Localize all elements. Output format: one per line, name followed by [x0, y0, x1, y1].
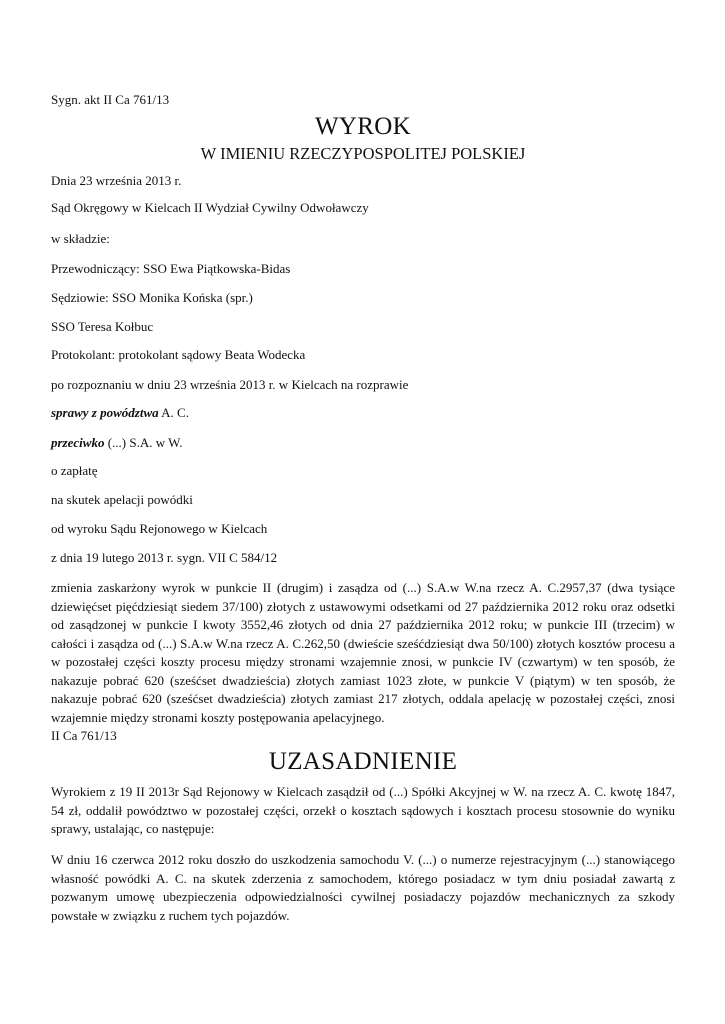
case-reference: II Ca 761/13 — [51, 728, 117, 743]
judgment-date: Dnia 23 września 2013 r. — [51, 173, 182, 188]
case-signature: Sygn. akt II Ca 761/13 — [51, 92, 170, 107]
case-label: sprawy z powództwa — [51, 405, 159, 420]
justification-heading: UZASADNIENIE — [268, 748, 458, 775]
appealed-judgment: od wyroku Sądu Rejonowego w Kielcach — [51, 521, 268, 536]
plaintiff: A. C. — [158, 405, 189, 420]
hearing-info: po rozpoznaniu w dniu 23 września 2013 r. w Kielcach na rozprawie — [51, 377, 409, 392]
document-subtitle: W IMIENIU RZECZYPOSPOLITEJ POLSKIEJ — [200, 144, 526, 163]
court-clerk: Protokolant: protokolant sądowy Beata Wodecka — [51, 347, 306, 362]
case-against — [51, 434, 182, 452]
appealed-judgment-date: z dnia 19 lutego 2013 r. sygn. VII C 584/12 — [51, 550, 278, 565]
judge-second: SSO Teresa Kołbuc — [51, 319, 154, 334]
document-title: WYROK — [315, 113, 411, 140]
court-name: Sąd Okręgowy w Kielcach II Wydział Cywilny Odwoławczy — [51, 200, 369, 215]
case-parties — [51, 404, 189, 422]
against-label: przeciwko — [51, 435, 105, 450]
defendant: (...) S.A. w W. — [104, 435, 183, 450]
composition-label: w składzie: — [51, 231, 110, 246]
presiding-judge: Przewodniczący: SSO Ewa Piątkowska-Bidas — [51, 261, 291, 276]
justification-paragraph-1: Wyrokiem z 19 II 2013r Sąd Rejonowy w Kielcach zasądził od (...) Spółki Akcyjnej w W. na rzecz A. C. kwotę 1847, 54 zł, oddalił powództwo w pozostałej części, orzekł o kosztach sądowych i kosztach procesu stosownie do wyniku sprawy, ustalając, co następuje: — [51, 784, 675, 836]
justification-paragraph-2: W dniu 16 czerwca 2012 roku doszło do uszkodzenia samochodu V. (...) o numerze rejestracyjnym (...) stanowiącego własność powódki A. C. na skutek zderzenia z samochodem, którego posiadacz w tym dniu posiadał zawartą z pozwanym umowę ubezpieczenia odpowiedzialności cywilnej posiadaczy pojazdów mechanicznych za szkody powstałe w związku z ruchem tych pojazdów. — [51, 852, 675, 923]
appeal-info: na skutek apelacji powódki — [51, 492, 193, 507]
case-subject: o zapłatę — [51, 463, 98, 478]
ruling-text: zmienia zaskarżony wyrok w punkcie II (drugim) i zasądza od (...) S.A.w W.na rzecz A. C.2957,37 (dwa tysiące dziewięćset pięćdziesiąt siedem 37/100) złotych z ustawowymi odsetkami od 27 października 2012 roku oraz odsetki od zasądzonej w punkcie I kwoty 3552,46 złotych od dnia 27 października 2012 roku; w punkcie III (trzecim) w całości i zasądza od (...) S.A.w W.na rzecz A. C.262,50 (dwieście sześćdziesiąt dwa 50/100) złotych kosztów procesu a w pozostałej części koszty procesu między stronami wzajemnie znosi, w punkcie IV (czwartym) w ten sposób, że nakazuje pobrać 620 (sześćset dwadzieścia) złotych zamiast 1023 złote, w punkcie V (piątym) w ten sposób, że nakazuje pobrać 620 (sześćset dwadzieścia) złotych zamiast 217 złotych, oddala apelację w pozostałej części, znosi wzajemnie między stronami koszty postępowania apelacyjnego. — [51, 580, 675, 725]
judges: Sędziowie: SSO Monika Końska (spr.) — [51, 290, 253, 305]
